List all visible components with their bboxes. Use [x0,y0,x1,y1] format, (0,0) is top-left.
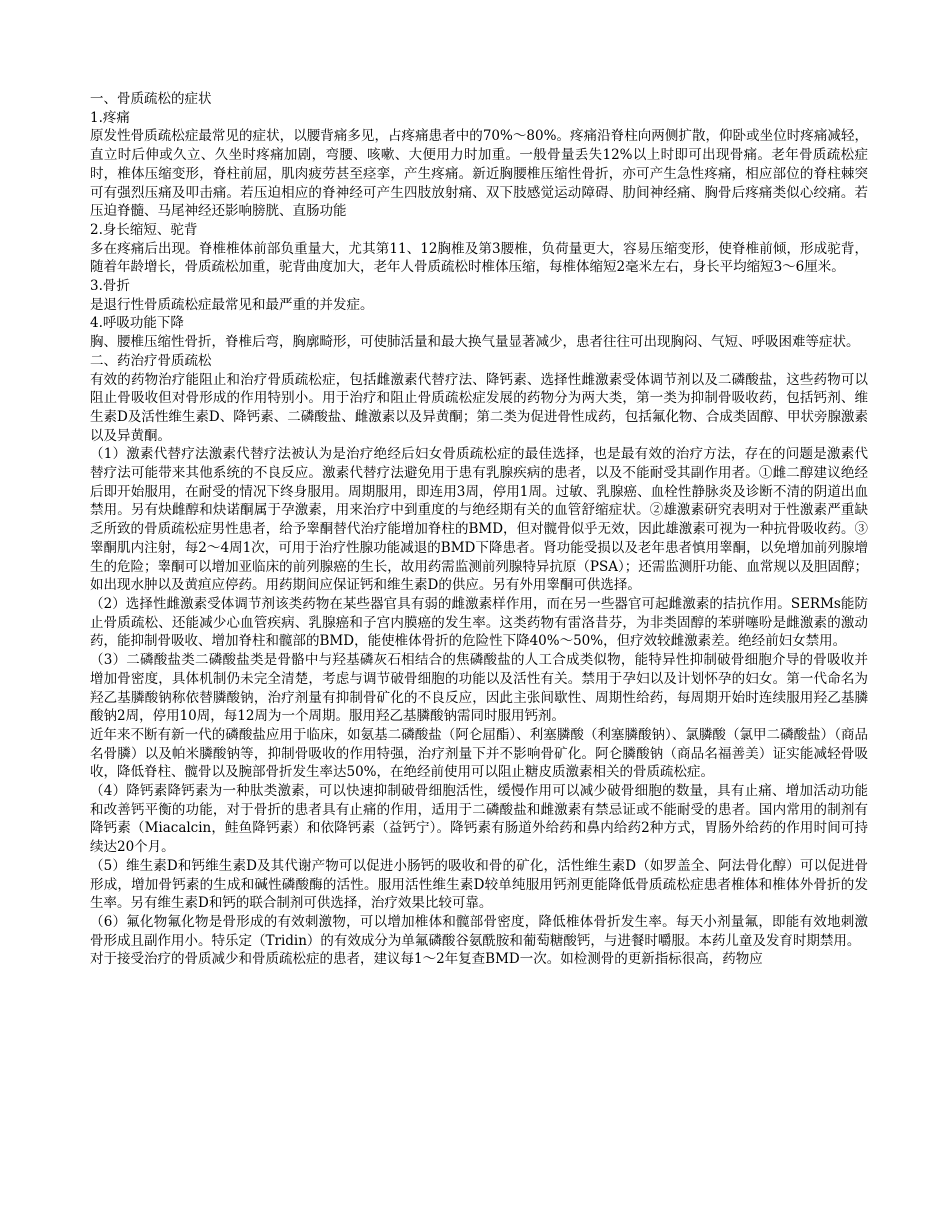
paragraph-height-loss: 多在疼痛后出现。脊椎椎体前部负重量大，尤其第11、12胸椎及第3腰椎，负荷量更大，容易压缩变形，使脊椎前倾，形成驼背，随着年龄增长，骨质疏松加重，驼背曲度加大，老年人骨质疏松时椎体压缩，每椎体缩短2毫米左右，身长平均缩短3～6厘米。 [90,240,868,276]
paragraph-serms: （2）选择性雌激素受体调节剂该类药物在某些器官具有弱的雌激素样作用，而在另一些器官可起雌激素的拮抗作用。SERMs能防止骨质疏松、还能减少心血管疾病、乳腺癌和子宫内膜癌的发生率。这类药物有雷洛昔芬，为非类固醇的苯骈噻吩是雌激素的激动药，能抑制骨吸收、增加脊柱和髋部的BMD，能使椎体骨折的危险性下降40%～50%，但疗效较雌激素差。绝经前妇女禁用。 [90,595,868,650]
subheading-respiratory: 4.呼吸功能下降 [90,315,184,332]
section-heading-drug-treatment: 二、药治疗骨质疏松 [90,352,212,369]
paragraph-follow-up: 对于接受治疗的骨质减少和骨质疏松症的患者，建议每1～2年复查BMD一次。如检测骨的更新指标很高，药物应 [90,951,763,968]
paragraph-vitamin-d-calcium: （5）维生素D和钙维生素D及其代谢产物可以促进小肠钙的吸收和骨的矿化，活性维生素D（如罗盖全、阿法骨化醇）可以促进骨形成，增加骨钙素的生成和碱性磷酸酶的活性。服用活性维生素D较单纯服用钙剂更能降低骨质疏松症患者椎体和椎体外骨折的发生率。另有维生素D和钙的联合制剂可供选择，治疗效果比较可靠。 [90,857,868,912]
paragraph-new-bisphosphonates: 近年来不断有新一代的磷酸盐应用于临床，如氨基二磷酸盐（阿仑屈酯）、利塞膦酸（利塞膦酸钠）、氯膦酸（氯甲二磷酸盐）（商品名骨膦）以及帕米膦酸钠等，抑制骨吸收的作用特强，治疗剂量下并不影响骨矿化。阿仑膦酸钠（商品名福善美）证实能减轻骨吸收，降低脊柱、髋骨以及腕部骨折发生率达50%，在绝经前使用可以阻止糖皮质激素相关的骨质疏松症。 [90,726,868,781]
paragraph-drug-overview: 有效的药物治疗能阻止和治疗骨质疏松症，包括雌激素代替疗法、降钙素、选择性雌激素受体调节剂以及二磷酸盐，这些药物可以阻止骨吸收但对骨形成的作用特别小。用于治疗和阻止骨质疏松症发展的药物分为两大类，第一类为抑制骨吸收药，包括钙剂、维生素D及活性维生素D、降钙素、二磷酸盐、雌激素以及异黄酮；第二类为促进骨性成药，包括氟化物、合成类固醇、甲状旁腺激素以及异黄酮。 [90,371,868,444]
subheading-pain: 1.疼痛 [90,109,130,126]
subheading-height-loss: 2.身长缩短、驼背 [90,221,198,238]
paragraph-bisphosphonates: （3）二磷酸盐类二磷酸盐类是骨骼中与羟基磷灰石相结合的焦磷酸盐的人工合成类似物，能特异性抑制破骨细胞介导的骨吸收并增加骨密度，具体机制仍未完全清楚，考虑与调节破骨细胞的功能以及活性有关。禁用于孕妇以及计划怀孕的妇女。第一代命名为羟乙基膦酸钠称依替膦酸钠，治疗剂量有抑制骨矿化的不良反应，因此主张间歇性、周期性给药，每周期开始时连续服用羟乙基膦酸钠2周，停用10周，每12周为一个周期。服用羟乙基膦酸钠需同时服用钙剂。 [90,652,868,725]
paragraph-calcitonin: （4）降钙素降钙素为一种肽类激素，可以快速抑制破骨细胞活性，缓慢作用可以减少破骨细胞的数量，具有止痛、增加活动功能和改善钙平衡的功能，对于骨折的患者具有止痛的作用，适用于二磷酸盐和雌激素有禁忌证或不能耐受的患者。国内常用的制剂有降钙素（Miacalcin，鲑鱼降钙素）和依降钙素（益钙宁）。降钙素有肠道外给药和鼻内给药2种方式，胃肠外给药的作用时间可持续达20个月。 [90,783,868,856]
paragraph-pain: 原发性骨质疏松症最常见的症状，以腰背痛多见，占疼痛患者中的70%～80%。疼痛沿脊柱向两侧扩散，仰卧或坐位时疼痛减轻，直立时后伸或久立、久坐时疼痛加剧，弯腰、咳嗽、大便用力时加重。一般骨量丢失12%以上时即可出现骨痛。老年骨质疏松症时，椎体压缩变形，脊柱前屈，肌肉疲劳甚至痉挛，产生疼痛。新近胸腰椎压缩性骨折，亦可产生急性疼痛，相应部位的脊柱棘突可有强烈压痛及叩击痛。若压迫相应的脊神经可产生四肢放射痛、双下肢感觉运动障碍、肋间神经痛、胸骨后疼痛类似心绞痛。若压迫脊髓、马尾神经还影响膀胱、直肠功能 [90,128,868,220]
section-heading-symptoms: 一、骨质疏松的症状 [90,91,212,107]
paragraph-hormone-therapy: （1）激素代替疗法激素代替疗法被认为是治疗绝经后妇女骨质疏松症的最佳选择，也是最有效的治疗方法，存在的问题是激素代替疗法可能带来其他系统的不良反应。激素代替疗法避免用于患有乳腺疾病的患者，以及不能耐受其副作用者。①雌二醇建议绝经后即开始服用，在耐受的情况下终身服用。周期服用，即连用3周，停用1周。过敏、乳腺癌、血栓性静脉炎及诊断不清的阴道出血禁用。另有炔雌醇和炔诺酮属于孕激素，用来治疗中到重度的与绝经期有关的血管舒缩症状。②雄激素研究表明对于性激素严重缺乏所致的骨质疏松症男性患者，给予睾酮替代治疗能增加脊柱的BMD，但对髋骨似乎无效，因此雄激素可视为一种抗骨吸收药。③睾酮肌内注射，每2～4周1次，可用于治疗性腺功能减退的BMD下降患者。肾功能受损以及老年患者慎用睾酮，以免增加前列腺增生的危险；睾酮可以增加亚临床的前列腺癌的生长，故用药需监测前列腺特异抗原（PSA）；还需监测肝功能、血常规以及胆固醇；如出现水肿以及黄疸应停药。用药期间应保证钙和维生素D的供应。另有外用睾酮可供选择。 [90,446,868,594]
paragraph-fluoride: （6）氟化物氟化物是骨形成的有效刺激物，可以增加椎体和髋部骨密度，降低椎体骨折发生率。每天小剂量氟，即能有效地刺激骨形成且副作用小。特乐定（Tridin）的有效成分为单氟磷酸谷氨酰胺和葡萄糖酸钙，与进餐时嚼服。本药儿童及发育时期禁用。 [90,913,868,949]
subheading-fracture: 3.骨折 [90,278,130,295]
paragraph-respiratory: 胸、腰椎压缩性骨折，脊椎后弯，胸廓畸形，可使肺活量和最大换气量显著减少，患者往往可出现胸闷、气短、呼吸困难等症状。 [90,334,860,351]
paragraph-fracture: 是退行性骨质疏松症最常见和最严重的并发症。 [90,296,374,313]
